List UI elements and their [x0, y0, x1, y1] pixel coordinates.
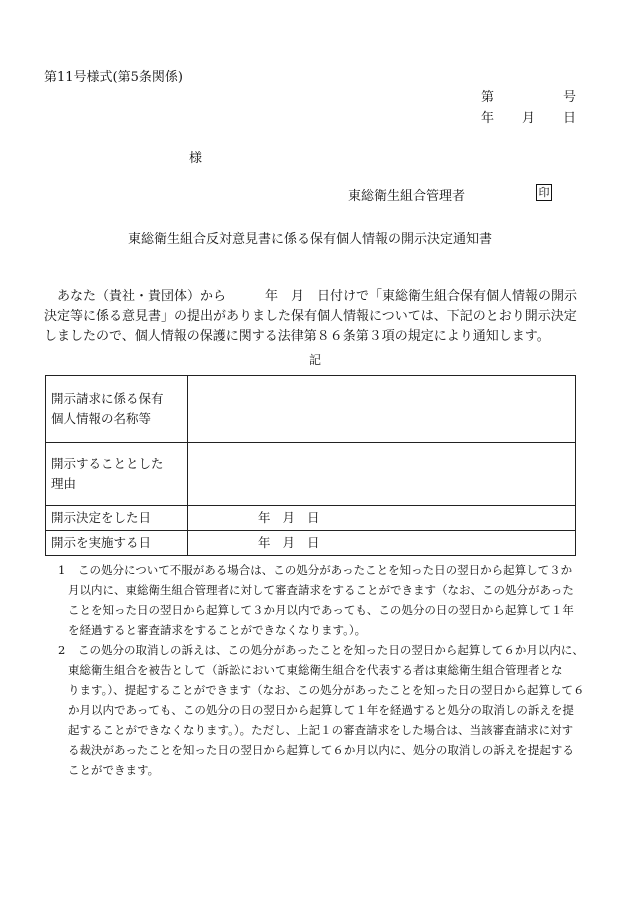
ki-heading: 記 [309, 353, 322, 367]
table-label-cell [46, 376, 188, 443]
note-line: を経過すると審査請求をすることができなくなります。）。 [68, 623, 367, 637]
implementation-date-day: 日 [307, 535, 320, 550]
row2-label-line2: 理由 [51, 476, 77, 491]
table-row [46, 376, 576, 443]
note-1 [44, 560, 604, 640]
seal-stamp-box: 印 [536, 184, 552, 201]
note-line: 東総衛生組合を被告として（訴訟において東総衛生組合を代表する者は東総衛生組合管理者とな [68, 663, 563, 677]
note-number: 2 [58, 643, 66, 657]
addressee-honorific: 様 [189, 151, 203, 166]
implementation-date-year: 年 [258, 535, 271, 550]
note-line: 起することができなくなります。）。ただし、上記１の審査請求をした場合は、当該審査請求に対す [68, 723, 574, 737]
decision-date-day: 日 [307, 510, 320, 525]
decision-date-cell [188, 506, 576, 531]
document-title: 東総衛生組合反対意見書に係る保有個人情報の開示決定通知書 [128, 232, 493, 247]
row4-label: 開示を実施する日 [46, 531, 188, 556]
implementation-date-month: 月 [282, 535, 296, 550]
row2-label-line1: 開示することとした [51, 456, 164, 471]
table-value-cell [188, 376, 576, 443]
table-label-cell [46, 443, 188, 506]
form-number: 第11号様式(第5条関係) [44, 70, 183, 85]
document-number-label: 第 [481, 90, 495, 105]
document-number-suffix: 号 [563, 90, 577, 105]
disclosure-info-table [45, 375, 576, 556]
body-line: 決定等に係る意見書」の提出がありました保有個人情報については、下記のとおり開示決定 [44, 309, 577, 324]
note-line: ことができます。 [68, 763, 160, 777]
issue-date-year-label: 年 [481, 111, 495, 126]
note-line: か月以内であっても、この処分の日の翌日から起算して１年を経過すると処分の取消しの訴えを提 [68, 703, 574, 717]
row3-label: 開示決定をした日 [46, 506, 188, 531]
note-line: この処分の取消しの訴えは、この処分があったことを知った日の翌日から起算して６か月以内に、 [78, 643, 584, 657]
row1-label-line2: 個人情報の名称等 [51, 411, 152, 426]
body-paragraph [44, 287, 592, 347]
table-value-cell [188, 443, 576, 506]
row1-label-line1: 開示請求に係る保有 [51, 391, 164, 406]
note-line: る裁決があったことを知った日の翌日から起算して６か月以内に、処分の取消しの訴えを提起する [68, 743, 574, 757]
implementation-date-cell [188, 531, 576, 556]
table-row [46, 443, 576, 506]
body-line: あなた（貴社・貴団体）から 年 月 日付けで「東総衛生組合保有個人情報の開示 [57, 289, 578, 304]
note-2 [44, 640, 604, 780]
note-line: 月以内に、東総衛生組合管理者に対して審査請求をすることができます（なお、この処分があった [68, 583, 574, 597]
decision-date-month: 月 [282, 510, 296, 525]
notes-section [44, 560, 604, 780]
issue-date-month-label: 月 [522, 111, 536, 126]
note-line: ります。）、提起することができます（なお、この処分があったことを知った日の翌日から起算して６ [68, 683, 585, 697]
note-line: ことを知った日の翌日から起算して３か月以内であっても、この処分の日の翌日から起算して１年 [68, 603, 574, 617]
sender-name: 東総衛生組合管理者 [348, 189, 466, 204]
table-row [46, 506, 576, 531]
note-number: 1 [58, 563, 66, 577]
body-line: しましたので、個人情報の保護に関する法律第８６条第３項の規定により通知します。 [44, 329, 550, 344]
note-line: この処分について不服がある場合は、この処分があったことを知った日の翌日から起算して３か [78, 563, 573, 577]
issue-date-day-label: 日 [563, 111, 577, 126]
decision-date-year: 年 [258, 510, 271, 525]
table-row [46, 531, 576, 556]
